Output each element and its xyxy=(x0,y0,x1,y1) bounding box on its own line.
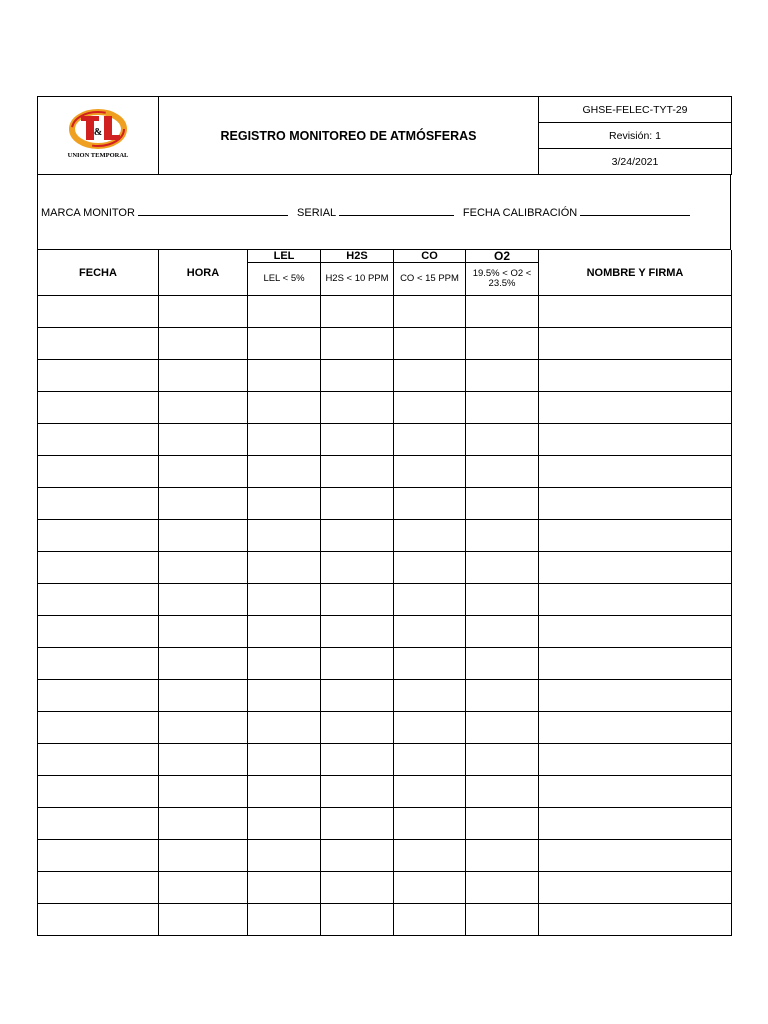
o2-cell[interactable] xyxy=(466,616,539,648)
lel-cell[interactable] xyxy=(248,744,321,776)
records-table xyxy=(37,250,732,936)
serial-field[interactable] xyxy=(339,205,454,216)
lel-cell[interactable] xyxy=(248,680,321,712)
o2-cell[interactable] xyxy=(466,680,539,712)
fecha-cell[interactable] xyxy=(38,776,159,808)
h2s-cell[interactable] xyxy=(321,520,394,552)
form-code: GHSE-FELEC-TYT-29 xyxy=(539,97,732,123)
table-row xyxy=(38,648,732,680)
hora-cell[interactable] xyxy=(159,328,248,360)
co-cell[interactable] xyxy=(394,680,466,712)
co-cell[interactable] xyxy=(394,648,466,680)
marca-monitor-label: MARCA MONITOR xyxy=(41,207,135,219)
lel-cell[interactable] xyxy=(248,392,321,424)
nombre-firma-cell[interactable] xyxy=(539,456,732,488)
o2-cell[interactable] xyxy=(466,840,539,872)
fecha-calibracion-label: FECHA CALIBRACIÓN xyxy=(462,207,578,219)
fecha-cell[interactable] xyxy=(38,904,159,936)
table-row xyxy=(38,456,732,488)
co-cell[interactable] xyxy=(394,616,466,648)
lel-cell[interactable] xyxy=(248,872,321,904)
nombre-firma-cell[interactable] xyxy=(539,584,732,616)
fecha-cell[interactable] xyxy=(38,552,159,584)
nombre-firma-cell[interactable] xyxy=(539,328,732,360)
co-cell[interactable] xyxy=(394,776,466,808)
nombre-firma-cell[interactable] xyxy=(539,712,732,744)
nombre-firma-cell[interactable] xyxy=(539,552,732,584)
co-cell[interactable] xyxy=(394,552,466,584)
table-row xyxy=(38,392,732,424)
table-row xyxy=(38,872,732,904)
fecha-cell[interactable] xyxy=(38,840,159,872)
table-row xyxy=(38,296,732,328)
nombre-firma-cell[interactable] xyxy=(539,872,732,904)
fecha-cell[interactable] xyxy=(38,712,159,744)
co-cell[interactable] xyxy=(394,456,466,488)
o2-cell[interactable] xyxy=(466,808,539,840)
lel-cell[interactable] xyxy=(248,488,321,520)
table-row xyxy=(38,328,732,360)
nombre-firma-cell[interactable] xyxy=(539,648,732,680)
hora-cell[interactable] xyxy=(159,360,248,392)
co-cell[interactable] xyxy=(394,392,466,424)
co-cell[interactable] xyxy=(394,328,466,360)
fecha-calibracion-field[interactable] xyxy=(580,205,690,216)
lel-cell[interactable] xyxy=(248,552,321,584)
h2s-cell[interactable] xyxy=(321,488,394,520)
hora-cell[interactable] xyxy=(159,296,248,328)
col-fecha: FECHA xyxy=(38,250,159,296)
fecha-cell[interactable] xyxy=(38,520,159,552)
h2s-cell[interactable] xyxy=(321,424,394,456)
logo-mark: & xyxy=(93,126,103,138)
table-row xyxy=(38,904,732,936)
hora-cell[interactable] xyxy=(159,584,248,616)
hora-cell[interactable] xyxy=(159,776,248,808)
o2-cell[interactable] xyxy=(466,776,539,808)
monitor-info-row xyxy=(38,175,731,250)
lel-cell[interactable] xyxy=(248,296,321,328)
hora-cell[interactable] xyxy=(159,424,248,456)
nombre-firma-cell[interactable] xyxy=(539,616,732,648)
co-cell[interactable] xyxy=(394,808,466,840)
h2s-limit: H2S < 10 PPM xyxy=(321,263,394,296)
nombre-firma-cell[interactable] xyxy=(539,296,732,328)
fecha-cell[interactable] xyxy=(38,808,159,840)
col-lel: LEL xyxy=(248,250,321,263)
h2s-cell[interactable] xyxy=(321,744,394,776)
nombre-firma-cell[interactable] xyxy=(539,808,732,840)
table-row xyxy=(38,712,732,744)
fecha-cell[interactable] xyxy=(38,616,159,648)
hora-cell[interactable] xyxy=(159,456,248,488)
o2-cell[interactable] xyxy=(466,392,539,424)
fecha-cell[interactable] xyxy=(38,680,159,712)
o2-cell[interactable] xyxy=(466,552,539,584)
co-cell[interactable] xyxy=(394,904,466,936)
lel-cell[interactable] xyxy=(248,360,321,392)
fecha-cell[interactable] xyxy=(38,584,159,616)
nombre-firma-cell[interactable] xyxy=(539,392,732,424)
hora-cell[interactable] xyxy=(159,552,248,584)
lel-cell[interactable] xyxy=(248,648,321,680)
fecha-cell[interactable] xyxy=(38,488,159,520)
o2-cell[interactable] xyxy=(466,872,539,904)
co-cell[interactable] xyxy=(394,520,466,552)
h2s-cell[interactable] xyxy=(321,872,394,904)
logo-cell xyxy=(38,97,159,175)
hora-cell[interactable] xyxy=(159,744,248,776)
table-row xyxy=(38,744,732,776)
hora-cell[interactable] xyxy=(159,840,248,872)
co-cell[interactable] xyxy=(394,488,466,520)
co-cell[interactable] xyxy=(394,712,466,744)
o2-cell[interactable] xyxy=(466,328,539,360)
logo-text: UNION TEMPORAL xyxy=(67,151,129,159)
o2-cell[interactable] xyxy=(466,520,539,552)
co-cell[interactable] xyxy=(394,584,466,616)
table-row xyxy=(38,360,732,392)
hora-cell[interactable] xyxy=(159,392,248,424)
table-row xyxy=(38,488,732,520)
col-hora: HORA xyxy=(159,250,248,296)
h2s-cell[interactable] xyxy=(321,680,394,712)
nombre-firma-cell[interactable] xyxy=(539,904,732,936)
h2s-cell[interactable] xyxy=(321,776,394,808)
co-cell[interactable] xyxy=(394,744,466,776)
o2-cell[interactable] xyxy=(466,424,539,456)
col-o2: O2 xyxy=(466,250,539,263)
o2-cell[interactable] xyxy=(466,648,539,680)
table-row xyxy=(38,424,732,456)
h2s-cell[interactable] xyxy=(321,552,394,584)
table-row xyxy=(38,776,732,808)
lel-limit: LEL < 5% xyxy=(248,263,321,296)
nombre-firma-cell[interactable] xyxy=(539,776,732,808)
o2-cell[interactable] xyxy=(466,488,539,520)
nombre-firma-cell[interactable] xyxy=(539,488,732,520)
table-row xyxy=(38,552,732,584)
fecha-cell[interactable] xyxy=(38,328,159,360)
o2-cell[interactable] xyxy=(466,904,539,936)
lel-cell[interactable] xyxy=(248,808,321,840)
col-nombre-firma: NOMBRE Y FIRMA xyxy=(539,250,732,296)
serial-label: SERIAL xyxy=(297,207,336,219)
h2s-cell[interactable] xyxy=(321,808,394,840)
fecha-cell[interactable] xyxy=(38,456,159,488)
nombre-firma-cell[interactable] xyxy=(539,424,732,456)
co-cell[interactable] xyxy=(394,840,466,872)
lel-cell[interactable] xyxy=(248,616,321,648)
fecha-cell[interactable] xyxy=(38,424,159,456)
o2-cell[interactable] xyxy=(466,584,539,616)
fecha-cell[interactable] xyxy=(38,872,159,904)
lel-cell[interactable] xyxy=(248,776,321,808)
nombre-firma-cell[interactable] xyxy=(539,744,732,776)
lel-cell[interactable] xyxy=(248,456,321,488)
h2s-cell[interactable] xyxy=(321,712,394,744)
nombre-firma-cell[interactable] xyxy=(539,840,732,872)
lel-cell[interactable] xyxy=(248,904,321,936)
table-row xyxy=(38,840,732,872)
nombre-firma-cell[interactable] xyxy=(539,520,732,552)
co-cell[interactable] xyxy=(394,296,466,328)
hora-cell[interactable] xyxy=(159,680,248,712)
records-body xyxy=(38,296,732,936)
co-limit: CO < 15 PPM xyxy=(394,263,466,296)
hora-cell[interactable] xyxy=(159,520,248,552)
lel-cell[interactable] xyxy=(248,520,321,552)
form-sheet xyxy=(37,96,731,936)
col-co: CO xyxy=(394,250,466,263)
h2s-cell[interactable] xyxy=(321,392,394,424)
h2s-cell[interactable] xyxy=(321,648,394,680)
marca-monitor-field[interactable] xyxy=(138,205,288,216)
col-h2s: H2S xyxy=(321,250,394,263)
table-row xyxy=(38,616,732,648)
table-row xyxy=(38,520,732,552)
hora-cell[interactable] xyxy=(159,648,248,680)
info-table xyxy=(37,175,731,250)
fecha-cell[interactable] xyxy=(38,392,159,424)
nombre-firma-cell[interactable] xyxy=(539,680,732,712)
fecha-cell[interactable] xyxy=(38,648,159,680)
lel-cell[interactable] xyxy=(248,584,321,616)
hora-cell[interactable] xyxy=(159,616,248,648)
co-cell[interactable] xyxy=(394,872,466,904)
header-table xyxy=(37,96,732,175)
o2-cell[interactable] xyxy=(466,456,539,488)
hora-cell[interactable] xyxy=(159,712,248,744)
h2s-cell[interactable] xyxy=(321,584,394,616)
nombre-firma-cell[interactable] xyxy=(539,360,732,392)
h2s-cell[interactable] xyxy=(321,840,394,872)
h2s-cell[interactable] xyxy=(321,328,394,360)
lel-cell[interactable] xyxy=(248,712,321,744)
form-revision: Revisión: 1 xyxy=(539,123,732,149)
lel-cell[interactable] xyxy=(248,840,321,872)
lel-cell[interactable] xyxy=(248,424,321,456)
h2s-cell[interactable] xyxy=(321,360,394,392)
form-title: REGISTRO MONITOREO DE ATMÓSFERAS xyxy=(159,97,539,175)
h2s-cell[interactable] xyxy=(321,616,394,648)
table-row xyxy=(38,680,732,712)
o2-limit: 19.5% < O2 < 23.5% xyxy=(466,263,539,296)
h2s-cell[interactable] xyxy=(321,904,394,936)
table-row xyxy=(38,584,732,616)
hora-cell[interactable] xyxy=(159,488,248,520)
o2-cell[interactable] xyxy=(466,296,539,328)
o2-cell[interactable] xyxy=(466,712,539,744)
form-date: 3/24/2021 xyxy=(539,149,732,175)
lel-cell[interactable] xyxy=(248,328,321,360)
hora-cell[interactable] xyxy=(159,904,248,936)
table-row xyxy=(38,808,732,840)
fecha-cell[interactable] xyxy=(38,360,159,392)
co-cell[interactable] xyxy=(394,360,466,392)
h2s-cell[interactable] xyxy=(321,456,394,488)
o2-cell[interactable] xyxy=(466,744,539,776)
o2-cell[interactable] xyxy=(466,360,539,392)
fecha-cell[interactable] xyxy=(38,296,159,328)
hora-cell[interactable] xyxy=(159,808,248,840)
hora-cell[interactable] xyxy=(159,872,248,904)
h2s-cell[interactable] xyxy=(321,296,394,328)
company-logo xyxy=(57,107,139,165)
co-cell[interactable] xyxy=(394,424,466,456)
fecha-cell[interactable] xyxy=(38,744,159,776)
